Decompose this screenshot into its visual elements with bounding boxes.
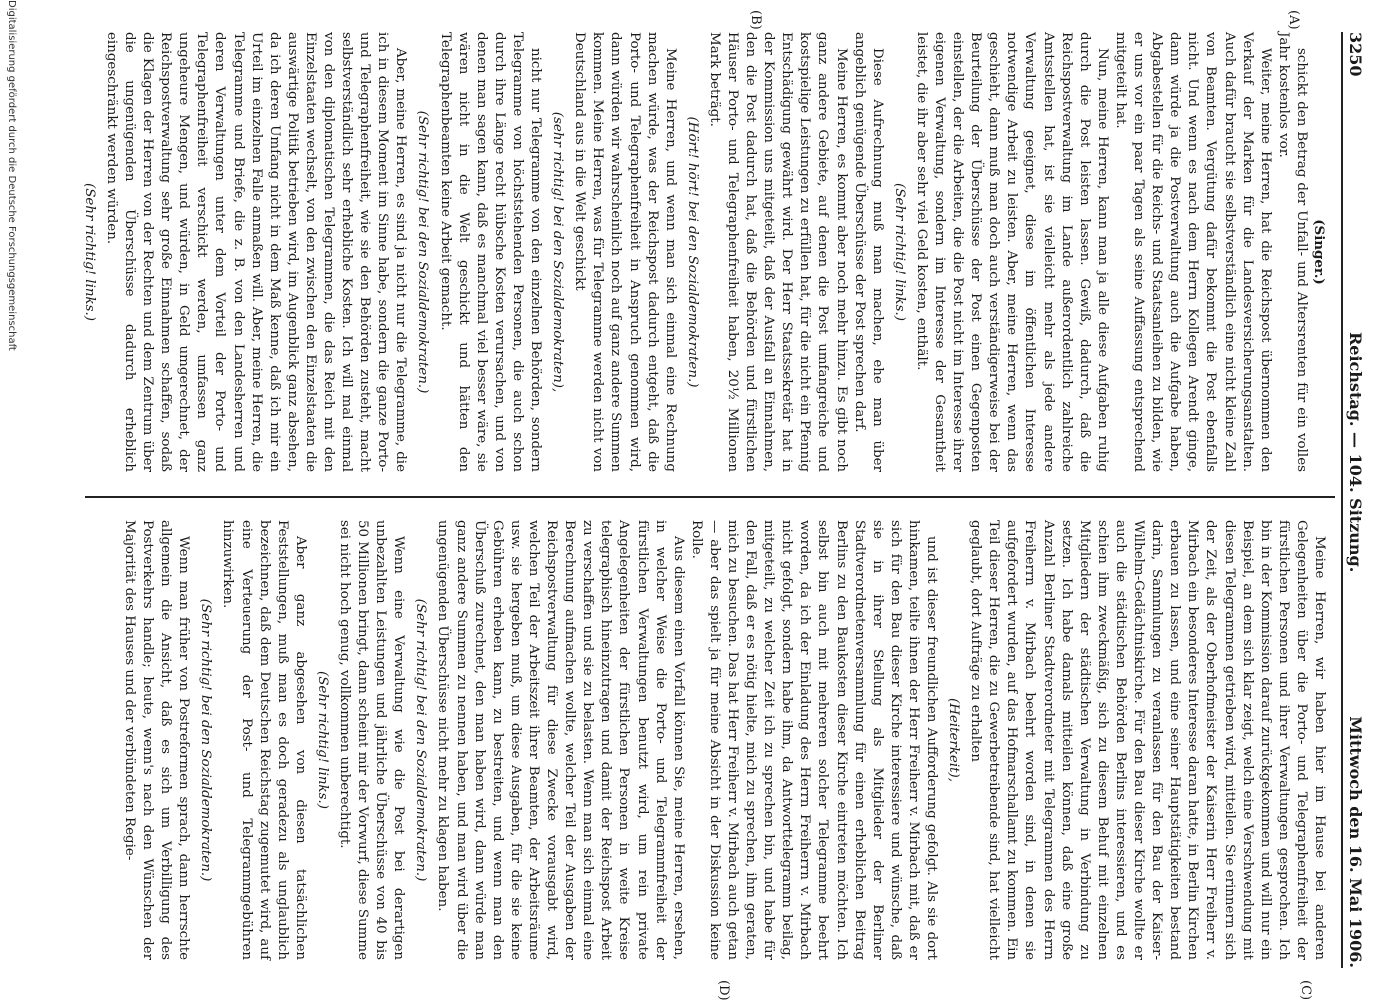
interjection: (Sehr richtig! bei den Sozialdemokraten.)	[198, 598, 214, 882]
left-column	[81, 32, 1328, 472]
right-column	[78, 520, 1328, 960]
speaker-name: (Singer.)	[1311, 219, 1327, 285]
paragraph: Meine Herren, und wenn man sich einmal eine Rechnung machen würde, was der Reichspost dadurch entgeht, daß die Porto- und Telegraphenfreiheit in Anspruch genommen wird, dann würden wir wahrscheinlich noch auf ganz andere Summen kommen. Meine Herren, was für Telegramme werden nicht von Deutschland aus in die Welt geschickt	[572, 32, 678, 472]
paragraph: Wenn eine Verwaltung wie die Post bei derartigen unbezahlten Leistungen und jährliche Überschüsse von 40 bis 50 Millionen bringt, dann scheint mir der Vorwurf, diese Summe sei nicht hoch genug, vollkommen unberechtigt.	[337, 520, 407, 960]
paragraph: nicht nur Telegramme von den einzelnen Behörden, sondern Telegramme von höchststehenden Personen, die auch schon durch ihre Länge recht hübsche Kosten verursachen, und von denen man sagen kann, daß es manchmal viel besser wäre, sie wären nicht in die Welt geschickt und hätten den Telegraphenbeamten keine Arbeit gemacht.	[437, 32, 544, 472]
paragraph: Aus diesem einen Vorfall können Sie, meine Herren, ersehen, in welcher Weise die Porto- und Telegrammfreiheit der fürstlichen Verwaltungen benutzt wird, um rein private Angelegenheiten der fürstlichen Personen in weite Kreise telegraphisch hineinzutragen und damit der Reichspost Arbeit zu verschaffen und sie zu belasten. Wenn man sich einmal eine Berechnung aufmachen wollte, welcher Teil der Ausgaben der Reichspostverwaltung für diese Zwecke vorausgabt wird, welchen Teil der Arbeitszeit ihrer Beamten, der Arbeitsräume usw. sie hergeben muß, um diese Ausgaben, für die sie keine Gebühren erheben kann, zu bestreiten, und wenn man den Überschuß zurechnet, den man haben wird, dann würde man ganz andere Summen zu nennen haben, und man wird über die ungenügenden Überschüsse nicht mehr zu klagen haben.	[435, 520, 686, 960]
interjection: (Heiterkeit),	[946, 698, 962, 782]
header-date: Mittwoch den 16. Mai 1906.	[1346, 716, 1365, 968]
page-number: 3250	[1346, 32, 1365, 77]
margin-marker-c: (C)	[1298, 980, 1313, 1001]
paragraph: Meine Herren, es kommt aber noch mehr hinzu. Es gibt noch ganz andere Gebiete, auf denen die Post umfangreiche und kostspielige Leistungen zu erfüllen hat, für die nicht ein Pfennig Entschädigung gewährt wird. Der Herr Staatssekretär hat in der Kommission uns mitgeteilt, daß der Ausfall an Einnahmen, den die Post dadurch hat, daß die Behörden und fürstlichen Häuser Porto- und Telegraphenfreiheit haben, 20½ Millionen Mark beträgt.	[706, 32, 849, 472]
paragraph: schickt den Betrag der Unfall- und Altersrenten für ein volles Jahr kostenlos vor.	[1275, 32, 1309, 472]
interjection: (Sehr richtig! links.)	[81, 183, 97, 321]
paragraph: Meine Herren, wir haben hier im Hause bei anderen Gelegenheiten über die Porto- und Telegraphenfreiheit der fürstlichen Personen und ihrer Verwaltungen gesprochen. Ich bin in der Kommission darauf zurückgekommen und will nur ein Beispiel, an dem sich klar zeigt, welch eine Verschwendung mit diesen Telegrammen getrieben wird, mitteilen. Sie erinnern sich der Zeit, als der Oberhofmeister der Kaiserin Herr Freiherr v. Mirbach ein besonderes Interesse daran hatte, in Berlin Kirchen erbauen zu lassen, und eine seiner Hauptstätigkeiten bestand darin, Sammlungen zu veranlassen für den Bau der Kaiser-Wilhelm-Gedächtniskirche. Für den Bau dieser Kirche wollte er auch die städtischen Behörden Berlins interessieren, und es schien ihm zweckmäßig, sich zu diesem Behuf mit einzelnen Mitgliedern der städtischen Verwaltung in Verbindung zu setzen. Ich habe damals mitteilen können, daß eine große Anzahl Berliner Stadtverordneter mit Telegrammen des Herrn Freiherrn v. Mirbach beehrt worden sind, in denen sie aufgefordert wurden, auf das Hofmarschallamt zu kommen. Ein Teil dieser Herren, die zu Gewerbetreibende sind, hat vielleicht geglaubt, dort Aufträge zu erhalten	[968, 520, 1327, 961]
paragraph: Weiter, meine Herren, hat die Reichspost übernommen den Verkauf der Marken für die Landesversicherungsanstalten. Auch dafür braucht sie selbstverständlich eine nicht kleine Zahl von Beamten. Vergütung dafür bekommt die Post ebenfalls nicht. Und wenn es nach dem Herrn Kollegen Arendt ginge, dann würde ja die Postverwaltung auch die Aufgabe haben, Abgabestellen für die Reichs- und Staatsanleihen zu bilden, wie er uns vor ein paar Tagen als seine Auffassung entsprechend mitgeteilt hat.	[1112, 32, 1273, 472]
header-rule	[1341, 32, 1343, 968]
digitization-credit: Digitalisierung gefördert durch die Deutsche Forschungsgemeinschaft	[6, 0, 17, 351]
paragraph: Aber ganz abgesehen von diesen tatsächlichen Feststellungen, muß man es doch geradezu als unglaublich bezeichnen, daß dem Deutschen Reichstag zugemutet wird, auf eine Verteuerung der Post- und Telegrammgebühren hinzuwirken.	[220, 520, 308, 960]
interjection: (Hört! hört! bei den Sozialdemokraten.)	[684, 116, 700, 388]
interjection: (Sehr richtig! links.)	[891, 183, 907, 321]
margin-marker-d: (D)	[716, 980, 731, 1001]
paragraph: Aber, meine Herren, es sind ja nicht nur die Telegramme, die ich in diesem Moment im Sinne habe, sondern die ganze Porto- und Telegraphenfreiheit, wie sie den Behörden zusteht, macht selbstverständlich sehr erhebliche Kosten. Ich will mal einmal von den diplomatischen Telegrammen, die das Reich mit den Einzelstaaten wechselt, von den zwischen den Einzelstaaten die auswärtige Politik betrieben wird, im Augenblick ganz absehen, da ich deren Umfang nicht in dem Maß kenne, daß ich mir ein Urteil im einzelnen Falle anmaßen will. Aber, meine Herren, die Telegramme und Briefe, die z. B. von den Landesherren und deren Verwaltungen unter dem Vorteil der Porto- und Telegraphenfreiheit verschickt werden, umfassen ganz ungeheure Mengen, und würden, in Geld umgerechnet, der Reichspostverwaltung sehr große Einnahmen schaffen, sodaß die Klagen der Herren von der Rechten und dem Zentrum über die ungenügenden Überschüsse dadurch erheblich eingeschränkt werden würden.	[103, 32, 409, 472]
page-footer	[3, 0, 17, 1000]
paragraph: Nun, meine Herren, kann man ja alle diese Aufgaben ruhig durch die Post leisten lassen. Gewiß, dadurch, daß die Reichspostverwaltung im Lande außerordentlich zahlreiche Amtsstellen hat, ist sie vielleicht mehr als jede andere Verwaltung geeignet, diese im öffentlichen Interesse notwendige Arbeit zu leisten. Aber, meine Herren, wenn das geschieht, dann muß man doch auch verständigerweise bei der Beurteilung der Überschüsse der Post einen Gegenposten einstellen, der die Arbeiten, die die Post nicht im Interesse ihrer eigenen Verwaltung, sondern im Interesse der Gesamtheit leistet, die ihr aber sehr viel Geld kosten, enthält.	[913, 32, 1110, 472]
interjection: (Sehr richtig! bei den Sozialdemokraten.)	[413, 598, 429, 882]
interjection: (Sehr richtig! links.)	[314, 671, 330, 809]
paragraph: Diese Aufrechnung muß man machen, ehe man über angeblich genügende Überschüsse der Post sprechen darf.	[851, 32, 885, 472]
margin-marker-b: (B)	[748, 10, 763, 30]
paragraph: Wenn man früher von Postreformen sprach, dann herrschte allgemein die Ansicht, daß es sich um Verbilligung des Postverkehrs handle; heute, wenn's nach den Wünschen der Majorität des Hauses und der verbündeten Regie-	[122, 520, 192, 960]
margin-marker-a: (A)	[1286, 10, 1301, 30]
interjection: (sehr richtig! bei den Sozialdemokraten),	[550, 111, 566, 393]
interjection: (Sehr richtig! bei den Sozialdemokraten.)	[415, 110, 431, 394]
page-header	[1335, 32, 1365, 968]
header-title: Reichstag. — 104. Sitzung.	[1346, 332, 1365, 573]
paragraph: und ist dieser freundlichen Aufforderung gefolgt. Als sie dort hinkamen, teilte ihnen der Herr Freiherr v. Mirbach mit, daß er sich für den Bau dieser Kirche interessiere und wünsche, daß sie in ihrer Stellung als Mitglieder der Berliner Stadtverordnetenversammlung für einen erheblichen Beitrag Berlins zu den Baukosten dieser Kirche eintreten möchten. Ich selbst bin auch mit mehreren solcher Telegramme beehrt worden, da ich der Einladung des Herrn Freiherrn v. Mirbach nicht gefolgt, sondern habe ihm, da Antworttelegramm beilag, mitgeteilt, zu welcher Zeit ich zu sprechen bin, und habe für den Fall, daß er es nötig hielte, mich zu sprechen, ihm geraten, mich zu besuchen. Das hat Herr Freiherr v. Mirbach auch getan — aber das spielt ja für meine Absicht in der Diskussion keine Rolle.	[688, 520, 940, 960]
column-divider	[85, 496, 1335, 498]
